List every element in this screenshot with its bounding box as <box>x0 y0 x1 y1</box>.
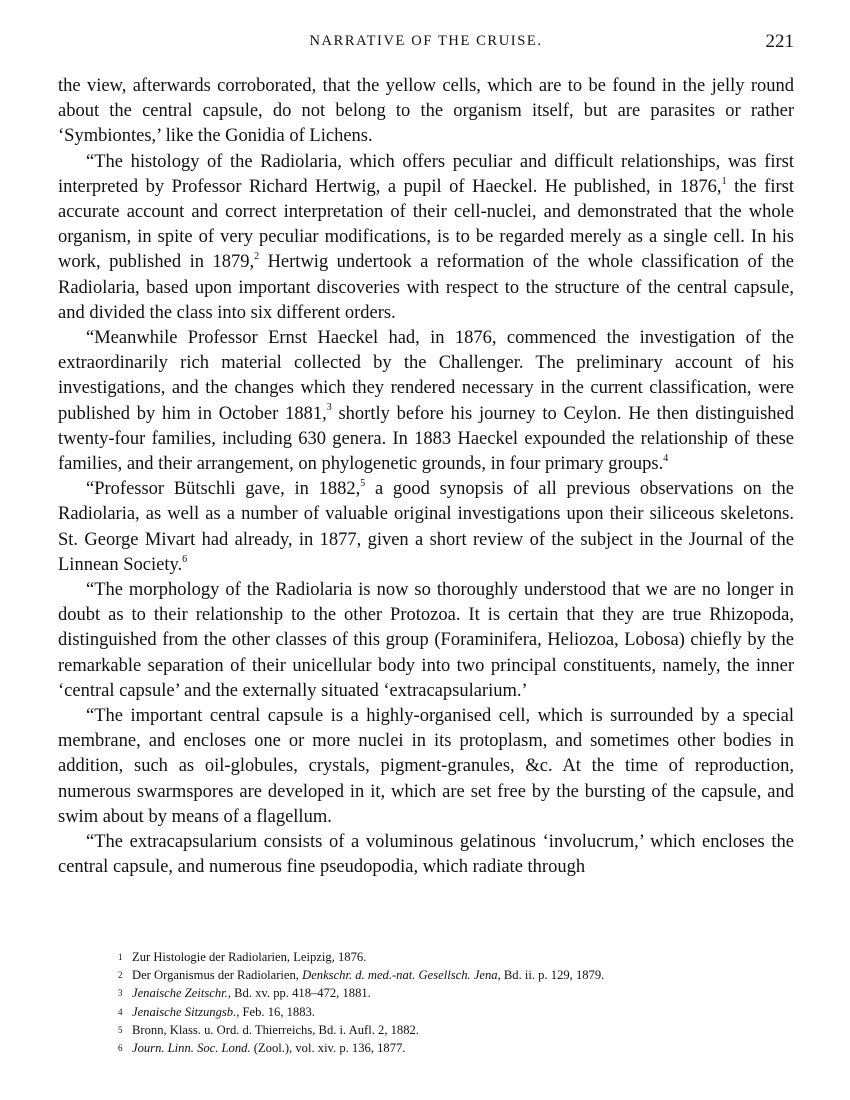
footnote-text: , Feb. 16, 1883. <box>236 1004 315 1019</box>
footnote <box>118 966 758 984</box>
footnote-text: (Zool.), vol. xiv. p. 136, 1877. <box>250 1041 406 1056</box>
footnote-reference: 6 <box>182 553 188 565</box>
footnote-text: Der Organismus der Radiolarien, <box>132 968 303 983</box>
paragraph-text: “The important central capsule is a highly-organised cell, which is surrounded by a special membrane, and encloses one or more nuclei in its protoplasm, and sometimes other bodies in addition, such as oil-globules, crystals, pigment-granules, &c. At the time of reproduction, numerous swarmspores are developed in it, which are set free by the bursting of the capsule, and swim about by means of a flagellum. <box>58 706 794 827</box>
footnote-reference: 4 <box>663 452 669 464</box>
footnote <box>118 984 758 1002</box>
footnote-text: Bronn, Klass. u. Ord. d. Thierreichs, Bd. i. Aufl. 2, 1882. <box>132 1022 419 1037</box>
paragraph-text: a good synopsis of all previous observations on the Radiolaria, as well as a number of valuable original investigations upon their siliceous skeletons. St. George Mivart had already, in 1877, given a short review of the subject in the Journal of the Linnean Society. <box>58 479 794 575</box>
paragraph-text: “The extracapsularium consists of a voluminous gelatinous ‘involucrum,’ which encloses the central capsule, and numerous fine pseudopodia, which radiate through <box>58 832 794 878</box>
paragraph <box>58 578 794 704</box>
footnote-text: Zur Histologie der Radiolarien, Leipzig, 1876. <box>132 950 367 964</box>
footnote-marker: 4 <box>118 1006 123 1017</box>
body-text <box>58 74 794 881</box>
footnote-marker: 5 <box>118 1024 123 1035</box>
footnote-marker: 1 <box>118 952 123 962</box>
paragraph-text: “Professor Bütschli gave, in 1882, <box>86 479 361 500</box>
paragraph <box>58 150 794 326</box>
paragraph-text: “The histology of the Radiolaria, which offers peculiar and difficult relationships, was first interpreted by Professor Richard Hertwig, a pupil of Haeckel. He published, in 1876, <box>58 151 794 197</box>
paragraph-text: “Meanwhile Professor Ernst Haeckel had, in 1876, commenced the investigation of the extraordinarily rich material collected by the Challenger. The preliminary account of his investigations, and the changes which they rendered necessary in the current classification, were published by him in October 1881, <box>58 328 794 424</box>
footnotes <box>118 948 758 1057</box>
paragraph-text: Hertwig undertook a reformation of the whole classification of the Radiolaria, based upon important discoveries with respect to the structure of the central capsule, and divided the class into six different orders. <box>58 252 794 323</box>
footnote-text: Jenaische Zeitschr. <box>132 986 228 1001</box>
paragraph-text: the first accurate account and correct interpretation of their cell-nuclei, and demonstrated that the whole organism, in spite of very peculiar modifications, is to be regarded merely as a single cell. In his work, published in 1879, <box>58 176 794 273</box>
footnote-reference: 2 <box>254 251 260 263</box>
footnote-reference: 3 <box>326 402 332 414</box>
paragraph-text: shortly before his journey to Ceylon. He then distinguished twenty-four families, including 630 genera. In 1883 Haeckel expounded the relationship of these families, and their arrangement, on phylogenetic grounds, in four primary groups. <box>58 403 794 475</box>
paragraph-text: the view, afterwards corroborated, that the yellow cells, which are to be found in the jelly round about the central capsule, do not belong to the organism itself, but are parasites or rather ‘Symbiontes,’ like the Gonidia of Lichens. <box>58 76 794 147</box>
running-title: NARRATIVE OF THE CRUISE. <box>309 33 543 49</box>
footnote <box>118 948 758 966</box>
footnote-reference: 5 <box>360 478 366 490</box>
footnote-marker: 3 <box>118 988 123 999</box>
footnote-marker: 2 <box>118 970 123 981</box>
footnote <box>118 1039 758 1057</box>
footnote-marker: 6 <box>118 1043 123 1054</box>
footnote-text: , Bd. xv. pp. 418–472, 1881. <box>227 986 371 1001</box>
footnote-text: Jenaische Sitzungsb. <box>132 1004 237 1019</box>
footnote <box>118 1003 758 1021</box>
paragraph <box>58 704 794 830</box>
paragraph <box>58 477 794 578</box>
paragraph <box>58 326 794 477</box>
footnote-text: Journ. Linn. Soc. Lond. <box>132 1041 251 1056</box>
page-number: 221 <box>765 31 794 52</box>
footnote-text: Denkschr. d. med.-nat. Gesellsch. Jena <box>302 968 498 983</box>
footnote-reference: 1 <box>721 175 727 187</box>
footnote <box>118 1021 758 1039</box>
paragraph-text: “The morphology of the Radiolaria is now so thoroughly understood that we are no longer in doubt as to their relationship to the other Protozoa. It is certain that they are true Rhizopoda, distinguished from the other classes of this group (Foraminifera, Heliozoa, Lobosa) chiefly by the remarkable separation of their unicellular body into two principal constituents, namely, the inner ‘central capsule’ and the externally situated ‘extracapsularium.’ <box>58 580 794 701</box>
page-header <box>58 33 794 57</box>
footnote-text: , Bd. ii. p. 129, 1879. <box>497 968 605 983</box>
paragraph <box>58 74 794 150</box>
paragraph <box>58 830 794 880</box>
